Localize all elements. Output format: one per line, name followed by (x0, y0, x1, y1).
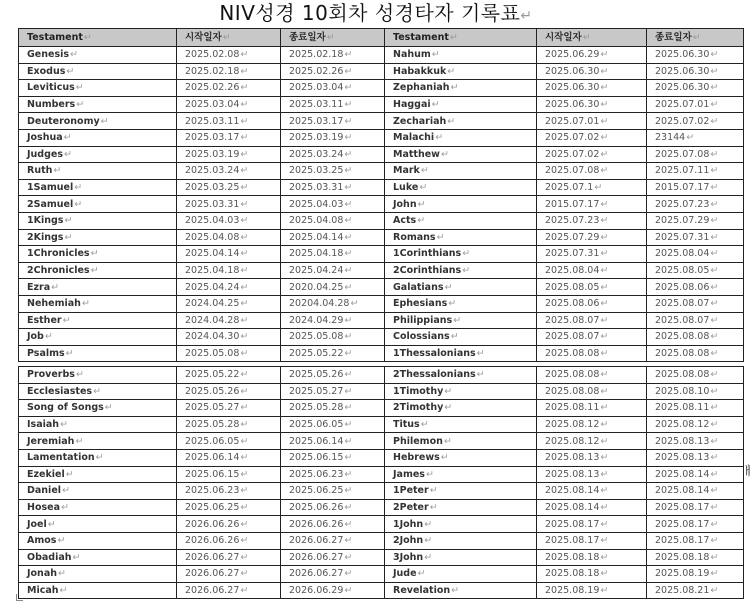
start-date-cell: 2025.06.15↵ (177, 466, 281, 483)
start-date-cell: 2025.02.26↵ (177, 80, 281, 97)
end-date-cell: 2025.05.26↵ (281, 367, 385, 384)
table-row (19, 549, 744, 566)
header-start-date-right: 시작일자↵ (537, 29, 647, 47)
end-date-cell: 2025.05.28↵ (281, 400, 385, 417)
table-row (19, 179, 744, 196)
end-date-cell: 2025.05.27↵ (281, 383, 385, 400)
book-name-cell: 1John↵ (385, 516, 537, 533)
start-date-cell: 2025.04.08↵ (177, 229, 281, 246)
start-date-cell: 2024.04.25↵ (177, 295, 281, 312)
start-date-cell: 2025.08.07↵ (537, 329, 647, 346)
table-row (19, 483, 744, 500)
start-date-cell: 2025.08.17↵ (537, 516, 647, 533)
book-name-cell: Psalms↵ (19, 345, 177, 362)
book-name-cell: Isaiah↵ (19, 416, 177, 433)
table-row (19, 113, 744, 130)
end-date-cell: 2025.04.08↵ (281, 212, 385, 229)
table-row (19, 532, 744, 549)
end-date-cell: 2024.04.29↵ (281, 312, 385, 329)
start-date-cell: 2026.06.26↵ (177, 516, 281, 533)
end-date-cell: 2025.04.14↵ (281, 229, 385, 246)
book-name-cell: 3John↵ (385, 549, 537, 566)
start-date-cell: 2025.08.08↵ (537, 383, 647, 400)
return-mark-icon: ↵ (520, 8, 533, 24)
start-date-cell: 2025.04.24↵ (177, 279, 281, 296)
end-date-cell: 2025.06.30↵ (647, 63, 744, 80)
end-date-cell: 2026.06.26↵ (281, 516, 385, 533)
end-date-cell: 2020.04.25↵ (281, 279, 385, 296)
book-name-cell: 1Timothy↵ (385, 383, 537, 400)
book-name-cell: 2Thessalonians↵ (385, 367, 537, 384)
start-date-cell: 2024.04.28↵ (177, 312, 281, 329)
book-name-cell: Daniel↵ (19, 483, 177, 500)
start-date-cell: 2025.06.25↵ (177, 499, 281, 516)
end-date-cell: 2025.03.31↵ (281, 179, 385, 196)
end-date-cell: 2025.06.14↵ (281, 433, 385, 450)
start-date-cell: 2025.07.01↵ (537, 113, 647, 130)
start-date-cell: 2025.05.08↵ (177, 345, 281, 362)
book-name-cell: 1Kings↵ (19, 212, 177, 229)
end-date-cell: 2025.08.17↵ (647, 499, 744, 516)
start-date-cell: 2025.07.02↵ (537, 129, 647, 146)
book-name-cell: John↵ (385, 196, 537, 213)
end-date-cell: 2025.08.06↵ (647, 279, 744, 296)
document-title (0, 0, 752, 26)
book-name-cell: Hebrews↵ (385, 449, 537, 466)
book-name-cell: Romans↵ (385, 229, 537, 246)
table-row (19, 63, 744, 80)
end-date-cell: 2025.07.02↵ (647, 113, 744, 130)
header-row (19, 29, 744, 47)
table-row (19, 196, 744, 213)
book-name-cell: 2Kings↵ (19, 229, 177, 246)
table-row (19, 312, 744, 329)
table-row (19, 329, 744, 346)
book-name-cell: Nahum↵ (385, 47, 537, 64)
end-date-cell: 2025.04.03↵ (281, 196, 385, 213)
table-row (19, 96, 744, 113)
end-date-cell: 2025.07.08↵ (647, 146, 744, 163)
page-corner-mark (16, 594, 23, 601)
book-name-cell: Micah↵ (19, 582, 177, 599)
start-date-cell: 2025.03.04↵ (177, 96, 281, 113)
end-date-cell: 2025.06.30↵ (647, 80, 744, 97)
start-date-cell: 2025.05.26↵ (177, 383, 281, 400)
end-date-cell: 2025.06.25↵ (281, 483, 385, 500)
start-date-cell: 2025.06.05↵ (177, 433, 281, 450)
book-name-cell: 1Peter↵ (385, 483, 537, 500)
start-date-cell: 2025.08.12↵ (537, 433, 647, 450)
start-date-cell: 2025.04.18↵ (177, 262, 281, 279)
end-date-cell: 2026.06.27↵ (281, 566, 385, 583)
end-date-cell: 2025.03.11↵ (281, 96, 385, 113)
start-date-cell: 2025.06.30↵ (537, 96, 647, 113)
table-row (19, 163, 744, 180)
start-date-cell: 2025.08.05↵ (537, 279, 647, 296)
start-date-cell: 2025.03.31↵ (177, 196, 281, 213)
end-date-cell: 2026.06.29↵ (281, 582, 385, 599)
start-date-cell: 2025.08.18↵ (537, 549, 647, 566)
start-date-cell: 2025.08.19↵ (537, 582, 647, 599)
start-date-cell: 2025.07.29↵ (537, 229, 647, 246)
book-name-cell: Jeremiah↵ (19, 433, 177, 450)
end-date-cell: 2015.07.17↵ (647, 179, 744, 196)
table-row (19, 383, 744, 400)
table-row (19, 400, 744, 417)
table-row (19, 566, 744, 583)
start-date-cell: 2025.08.06↵ (537, 295, 647, 312)
book-name-cell: 1Thessalonians↵ (385, 345, 537, 362)
end-date-cell: 2025.08.13↵ (647, 449, 744, 466)
book-name-cell: Acts↵ (385, 212, 537, 229)
end-date-cell: 2026.06.27↵ (281, 549, 385, 566)
book-name-cell: Zechariah↵ (385, 113, 537, 130)
start-date-cell: 2025.02.08↵ (177, 47, 281, 64)
start-date-cell: 2025.07.23↵ (537, 212, 647, 229)
end-date-cell: 2025.08.05↵ (647, 262, 744, 279)
book-name-cell: Leviticus↵ (19, 80, 177, 97)
book-name-cell: Amos↵ (19, 532, 177, 549)
end-date-cell: 2025.07.31↵ (647, 229, 744, 246)
book-name-cell: Jude↵ (385, 566, 537, 583)
book-name-cell: Ezekiel↵ (19, 466, 177, 483)
table-row (19, 262, 744, 279)
end-date-cell: 2025.06.15↵ (281, 449, 385, 466)
start-date-cell: 2025.03.24↵ (177, 163, 281, 180)
book-name-cell: Deuteronomy↵ (19, 113, 177, 130)
start-date-cell: 2025.08.13↵ (537, 466, 647, 483)
start-date-cell: 2025.06.14↵ (177, 449, 281, 466)
book-name-cell: Obadiah↵ (19, 549, 177, 566)
book-name-cell: Ruth↵ (19, 163, 177, 180)
book-name-cell: Ezra↵ (19, 279, 177, 296)
start-date-cell: 2025.08.14↵ (537, 499, 647, 516)
table-row (19, 516, 744, 533)
table-row (19, 212, 744, 229)
book-name-cell: Malachi↵ (385, 129, 537, 146)
end-date-cell: 2025.07.29↵ (647, 212, 744, 229)
start-date-cell: 2025.03.19↵ (177, 146, 281, 163)
table-row (19, 246, 744, 263)
start-date-cell: 2025.02.18↵ (177, 63, 281, 80)
end-date-cell: 2025.08.13↵ (647, 433, 744, 450)
end-date-cell: 2025.07.23↵ (647, 196, 744, 213)
book-name-cell: Exodus↵ (19, 63, 177, 80)
book-name-cell: 2Peter↵ (385, 499, 537, 516)
title-text: NIV성경 10회차 성경타자 기록표 (219, 1, 521, 25)
table-row (19, 466, 744, 483)
start-date-cell: 2025.06.23↵ (177, 483, 281, 500)
end-date-cell: 2025.06.30↵ (647, 47, 744, 64)
book-name-cell: Song of Songs↵ (19, 400, 177, 417)
end-date-cell: 20204.04.28↵ (281, 295, 385, 312)
start-date-cell: 2026.06.27↵ (177, 566, 281, 583)
table-row (19, 416, 744, 433)
book-name-cell: Habakkuk↵ (385, 63, 537, 80)
table-row (19, 582, 744, 599)
header-testament-left: Testament↵ (19, 29, 177, 47)
book-name-cell: 1Chronicles↵ (19, 246, 177, 263)
start-date-cell: 2025.06.29↵ (537, 47, 647, 64)
book-name-cell: 2Chronicles↵ (19, 262, 177, 279)
table-row (19, 433, 744, 450)
start-date-cell: 2025.07.08↵ (537, 163, 647, 180)
end-date-cell: 2025.08.12↵ (647, 416, 744, 433)
start-date-cell: 2025.08.12↵ (537, 416, 647, 433)
start-date-cell: 2025.05.22↵ (177, 367, 281, 384)
book-name-cell: 1Samuel↵ (19, 179, 177, 196)
book-name-cell: Judges↵ (19, 146, 177, 163)
end-date-cell: 2025.08.07↵ (647, 312, 744, 329)
start-date-cell: 2025.05.28↵ (177, 416, 281, 433)
book-name-cell: 2Samuel↵ (19, 196, 177, 213)
end-date-cell: 2025.02.18↵ (281, 47, 385, 64)
start-date-cell: 2025.04.03↵ (177, 212, 281, 229)
table-row (19, 129, 744, 146)
table-1-body (19, 47, 744, 362)
book-name-cell: Philippians↵ (385, 312, 537, 329)
table-row (19, 279, 744, 296)
book-name-cell: Galatians↵ (385, 279, 537, 296)
end-date-cell: 2025.08.21↵ (647, 582, 744, 599)
start-date-cell: 2025.08.17↵ (537, 532, 647, 549)
start-date-cell: 2025.04.14↵ (177, 246, 281, 263)
start-date-cell: 2025.07.02↵ (537, 146, 647, 163)
table-row (19, 229, 744, 246)
end-date-cell: 2025.07.11↵ (647, 163, 744, 180)
end-date-cell: 2025.06.26↵ (281, 499, 385, 516)
book-name-cell: Zephaniah↵ (385, 80, 537, 97)
end-date-cell: 2025.05.22↵ (281, 345, 385, 362)
table-2-body (19, 367, 744, 599)
book-name-cell: Lamentation↵ (19, 449, 177, 466)
start-date-cell: 2025.07.31↵ (537, 246, 647, 263)
start-date-cell: 2026.06.27↵ (177, 549, 281, 566)
end-date-cell: 2025.08.08↵ (647, 345, 744, 362)
start-date-cell: 2025.06.30↵ (537, 63, 647, 80)
book-name-cell: Joshua↵ (19, 129, 177, 146)
book-name-cell: Colossians↵ (385, 329, 537, 346)
end-date-cell: 2025.03.19↵ (281, 129, 385, 146)
end-date-cell: 2025.08.14↵ (647, 483, 744, 500)
end-date-cell: 2025.03.17↵ (281, 113, 385, 130)
start-date-cell: 2025.08.13↵ (537, 449, 647, 466)
book-name-cell: Ephesians↵ (385, 295, 537, 312)
start-date-cell: 2025.08.14↵ (537, 483, 647, 500)
end-date-cell: 2025.03.04↵ (281, 80, 385, 97)
book-name-cell: 2Timothy↵ (385, 400, 537, 417)
end-date-cell: 2025.03.25↵ (281, 163, 385, 180)
start-date-cell: 2025.08.18↵ (537, 566, 647, 583)
start-date-cell: 2025.03.17↵ (177, 129, 281, 146)
start-date-cell: 2025.07.1↵ (537, 179, 647, 196)
edge-mark: ㅐ (742, 464, 754, 478)
table-row (19, 80, 744, 97)
start-date-cell: 2025.08.11↵ (537, 400, 647, 417)
book-name-cell: 2John↵ (385, 532, 537, 549)
end-date-cell: 2025.06.23↵ (281, 466, 385, 483)
start-date-cell: 2025.08.08↵ (537, 367, 647, 384)
start-date-cell: 2026.06.27↵ (177, 582, 281, 599)
book-name-cell: Genesis↵ (19, 47, 177, 64)
book-name-cell: Hosea↵ (19, 499, 177, 516)
end-date-cell: 2025.08.04↵ (647, 246, 744, 263)
book-name-cell: Mark↵ (385, 163, 537, 180)
end-date-cell: 2025.08.17↵ (647, 532, 744, 549)
end-date-cell: 2025.08.10↵ (647, 383, 744, 400)
book-name-cell: Philemon↵ (385, 433, 537, 450)
book-name-cell: Revelation↵ (385, 582, 537, 599)
book-name-cell: Numbers↵ (19, 96, 177, 113)
header-end-date-right: 종료일자↵ (647, 29, 744, 47)
table-row (19, 146, 744, 163)
end-date-cell: 2025.08.18↵ (647, 549, 744, 566)
book-name-cell: 2Corinthians↵ (385, 262, 537, 279)
start-date-cell: 2026.06.26↵ (177, 532, 281, 549)
reading-log-table-1 (18, 28, 744, 362)
end-date-cell: 23144↵ (647, 129, 744, 146)
book-name-cell: Matthew↵ (385, 146, 537, 163)
book-name-cell: Luke↵ (385, 179, 537, 196)
end-date-cell: 2026.06.27↵ (281, 532, 385, 549)
book-name-cell: 1Corinthians↵ (385, 246, 537, 263)
end-date-cell: 2025.05.08↵ (281, 329, 385, 346)
book-name-cell: Proverbs↵ (19, 367, 177, 384)
end-date-cell: 2025.06.05↵ (281, 416, 385, 433)
start-date-cell: 2025.08.07↵ (537, 312, 647, 329)
start-date-cell: 2025.03.25↵ (177, 179, 281, 196)
book-name-cell: Haggai↵ (385, 96, 537, 113)
header-testament-right: Testament↵ (385, 29, 537, 47)
table-row (19, 295, 744, 312)
end-date-cell: 2025.08.19↵ (647, 566, 744, 583)
end-date-cell: 2025.08.17↵ (647, 516, 744, 533)
end-date-cell: 2025.08.08↵ (647, 367, 744, 384)
end-date-cell: 2025.02.26↵ (281, 63, 385, 80)
book-name-cell: Jonah↵ (19, 566, 177, 583)
book-name-cell: Esther↵ (19, 312, 177, 329)
start-date-cell: 2025.06.30↵ (537, 80, 647, 97)
book-name-cell: Job↵ (19, 329, 177, 346)
end-date-cell: 2025.03.24↵ (281, 146, 385, 163)
book-name-cell: Titus↵ (385, 416, 537, 433)
end-date-cell: 2025.04.24↵ (281, 262, 385, 279)
end-date-cell: 2025.08.14↵ (647, 466, 744, 483)
table-row (19, 449, 744, 466)
table-row (19, 499, 744, 516)
end-date-cell: 2025.04.18↵ (281, 246, 385, 263)
book-name-cell: Nehemiah↵ (19, 295, 177, 312)
table-row (19, 47, 744, 64)
start-date-cell: 2024.04.30↵ (177, 329, 281, 346)
start-date-cell: 2025.08.08↵ (537, 345, 647, 362)
table-row (19, 367, 744, 384)
end-date-cell: 2025.07.01↵ (647, 96, 744, 113)
header-start-date-left: 시작일자↵ (177, 29, 281, 47)
book-name-cell: Ecclesiastes↵ (19, 383, 177, 400)
end-date-cell: 2025.08.08↵ (647, 329, 744, 346)
start-date-cell: 2025.08.04↵ (537, 262, 647, 279)
table-row (19, 345, 744, 362)
start-date-cell: 2015.07.17↵ (537, 196, 647, 213)
reading-log-table-2 (18, 366, 744, 599)
end-date-cell: 2025.08.07↵ (647, 295, 744, 312)
header-end-date-left: 종료일자↵ (281, 29, 385, 47)
book-name-cell: James↵ (385, 466, 537, 483)
end-date-cell: 2025.08.11↵ (647, 400, 744, 417)
start-date-cell: 2025.03.11↵ (177, 113, 281, 130)
book-name-cell: Joel↵ (19, 516, 177, 533)
start-date-cell: 2025.05.27↵ (177, 400, 281, 417)
